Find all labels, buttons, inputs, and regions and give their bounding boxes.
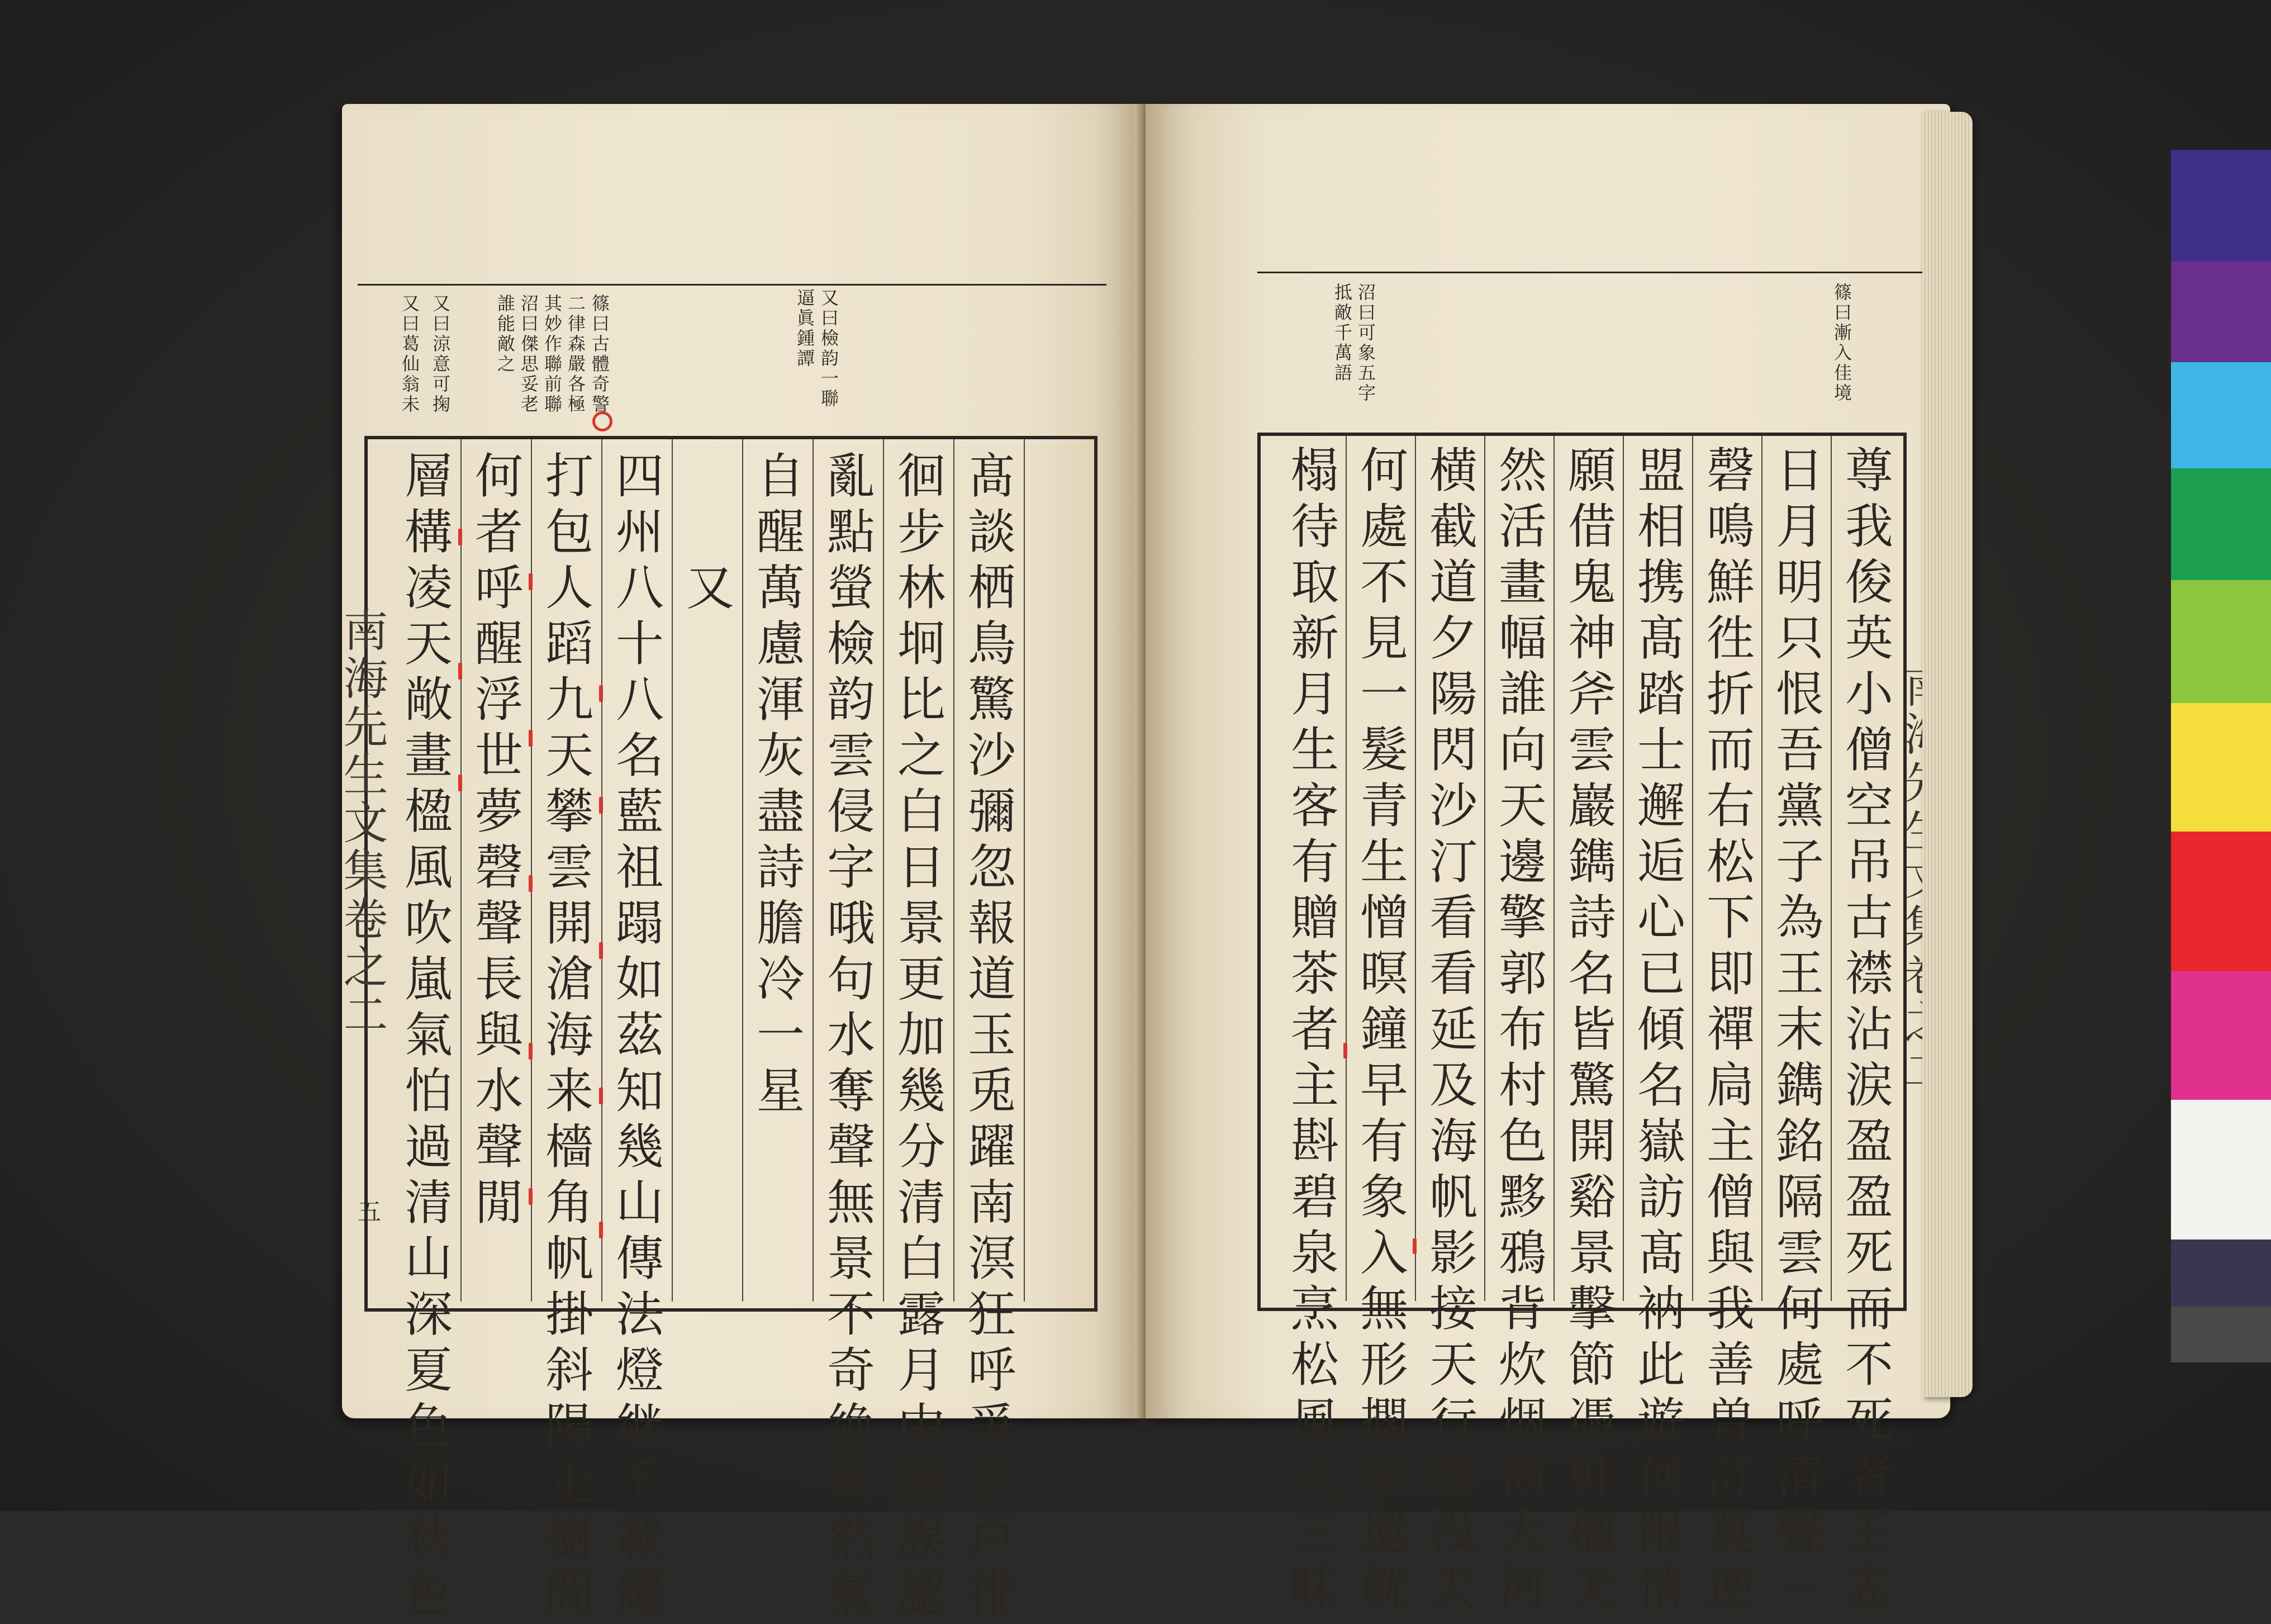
- text-column: 層構凌天敞畫楹風吹嵐氣怕過清山深夏色如秋色: [396, 450, 452, 1624]
- left-header-note: 篠曰古體奇警: [589, 294, 610, 415]
- red-annotation-mark: [599, 797, 603, 814]
- color-swatch: [2171, 971, 2271, 1100]
- column-rule: [1553, 436, 1555, 1301]
- color-swatch: [2171, 262, 2271, 362]
- column-rule: [1831, 436, 1832, 1301]
- left-folio-number: 五: [354, 1199, 382, 1227]
- text-column: 磬鳴鮮徃折而右松下即禪扃主僧與我善曽訂莫逆: [1698, 445, 1754, 1618]
- header-top-rule: [1257, 272, 1956, 273]
- red-annotation-mark: [458, 663, 462, 680]
- column-rule: [742, 439, 743, 1302]
- column-rule: [953, 439, 954, 1302]
- column-rule: [1415, 436, 1416, 1301]
- red-annotation-mark: [599, 685, 603, 702]
- red-annotation-mark: [529, 1043, 533, 1060]
- text-column: 榻待取新月生客有贈茶者主斟碧泉烹松風入三昧: [1282, 445, 1338, 1618]
- left-header-note: 沼曰傑思妥老: [518, 294, 539, 415]
- color-swatch: [2171, 150, 2271, 262]
- left-ear-title: 南海先生文集卷之二: [336, 607, 388, 1039]
- red-annotation-mark: [458, 775, 462, 791]
- color-swatch: [2171, 1240, 2271, 1307]
- column-rule: [460, 439, 462, 1302]
- red-annotation-mark: [529, 875, 533, 892]
- column-rule: [1692, 436, 1693, 1301]
- column-rule: [883, 439, 884, 1302]
- text-column: 四州八十八名藍祖蹋如茲知幾山傳法燈継千載耀: [607, 450, 663, 1624]
- text-column: 然活畫幅誰向天邊擎郭布村色黟鴉背炊烟横大河: [1490, 445, 1546, 1618]
- right-header-note: 篠曰漸入佳境: [1831, 283, 1852, 403]
- text-column: 盟相携髙踏士邂逅心已傾名嶽訪髙衲此遊何限情: [1629, 445, 1685, 1618]
- color-swatch: [2171, 832, 2271, 971]
- color-swatch: [2171, 1100, 2271, 1240]
- column-rule: [531, 439, 532, 1302]
- text-column: 何者呼醒浮世夢磬聲長與水聲閒: [467, 450, 522, 1233]
- page-edges: [1922, 112, 1973, 1397]
- column-rule: [672, 439, 673, 1302]
- text-column: 又: [678, 562, 734, 618]
- right-header-note: 沼曰可象五字: [1355, 283, 1376, 403]
- left-header-note: 又曰葛仙翁未: [399, 294, 420, 415]
- text-column: 日月明只恨吾黨子為王末鐫銘隔雲何處呼清聲一: [1768, 445, 1823, 1618]
- text-column: 髙談栖鳥驚沙彌忽報道玉兎躍南溟狂呼爭出戸徘: [959, 450, 1015, 1624]
- color-swatch: [2171, 703, 2271, 832]
- left-page: [336, 104, 1141, 1624]
- color-calibration-card: [2171, 150, 2271, 1362]
- red-annotation-mark: [458, 529, 462, 545]
- left-header-note: 逼眞鍾譚: [794, 288, 815, 369]
- text-column: 願借鬼神斧雲巖鐫詩名皆驚開谿景擊節憑軒楹天: [1560, 445, 1616, 1618]
- column-rule: [1024, 439, 1025, 1302]
- left-header-note: 又曰涼意可掬: [430, 294, 451, 415]
- red-annotation-mark: [599, 942, 603, 959]
- red-annotation-mark: [529, 573, 533, 590]
- text-column: 横截道夕陽閃沙汀看看延及海帆影接天行鵲没天: [1421, 445, 1477, 1618]
- text-column: 何處不見一髮青生憎暝鐘早有象入無形擱筆還就: [1352, 445, 1408, 1618]
- column-rule: [1761, 436, 1762, 1301]
- header-top-rule: [358, 284, 1106, 286]
- right-page: [1146, 104, 1950, 1618]
- red-annotation-mark: [1413, 1238, 1417, 1254]
- left-header-note: 二律森嚴各極: [565, 294, 586, 415]
- column-rule: [1484, 436, 1485, 1301]
- text-column: 打包人蹈九天攀雲開滄海来檣角帆掛斜陽走樹間: [537, 450, 593, 1624]
- color-swatch: [2171, 362, 2271, 468]
- text-column: 自醒萬慮渾灰盡詩膽冷一星: [748, 450, 804, 1121]
- color-swatch: [2171, 1307, 2271, 1362]
- red-annotation-mark: [529, 730, 533, 747]
- column-rule: [601, 439, 602, 1302]
- column-rule: [813, 439, 814, 1302]
- text-column: 尊我俊英小僧空吊古襟沾涙盈盈死而不死者王志: [1837, 445, 1893, 1618]
- left-header-note: 其妙作聯前聯: [541, 294, 563, 415]
- red-annotation-mark: [1343, 1043, 1347, 1058]
- column-rule: [1346, 436, 1347, 1301]
- red-annotation-mark: [599, 1222, 603, 1238]
- right-header-note: 抵敵千萬語: [1332, 283, 1353, 383]
- left-header-note: 誰能敵之: [495, 294, 516, 374]
- color-swatch: [2171, 580, 2271, 703]
- text-column: 亂點螢檢韵雲侵字哦句水奪聲無景不奇絶爽然氣: [819, 450, 875, 1624]
- color-swatch: [2171, 468, 2271, 580]
- text-column: 徊步林坰比之白日景更加幾分清白露月中滴誤認: [889, 450, 945, 1624]
- left-header-note: 又曰檢韵一聯: [818, 288, 839, 409]
- red-annotation-mark: [529, 1188, 533, 1205]
- column-rule: [1623, 436, 1624, 1301]
- red-circle-mark: [592, 411, 612, 431]
- red-annotation-mark: [599, 1088, 603, 1104]
